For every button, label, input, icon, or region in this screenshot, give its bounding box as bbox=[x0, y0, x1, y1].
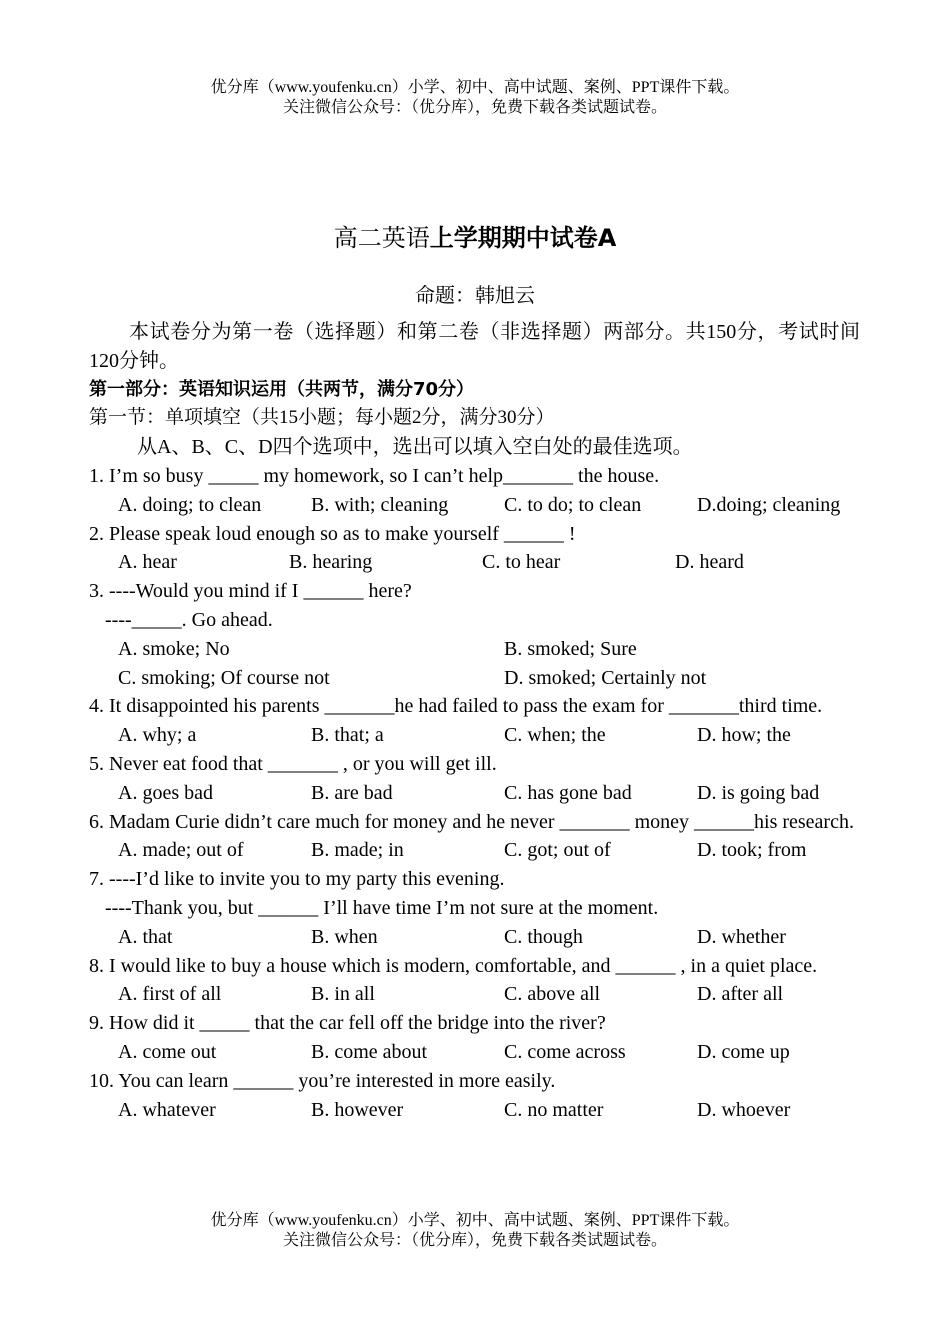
question-options bbox=[89, 1096, 860, 1125]
option-d: D. whether bbox=[697, 925, 786, 948]
option-c: C. has gone bad bbox=[504, 781, 632, 804]
option-d: D. smoked; Certainly not bbox=[504, 666, 707, 689]
header-line-1: 优分库（www.youfenku.cn）小学、初中、高中试题、案例、PPT课件下载。 bbox=[210, 79, 740, 96]
title-main: 上学期期中试卷A bbox=[429, 224, 617, 252]
question-stem: 8. I would like to buy a house which is modern, comfortable, and ______ , in a quiet place. bbox=[89, 954, 818, 977]
question-options bbox=[89, 491, 860, 520]
option-c: C. no matter bbox=[504, 1098, 604, 1121]
option-b: B. that; a bbox=[311, 724, 384, 747]
option-b: B. are bad bbox=[311, 781, 393, 804]
footer-line-1: 优分库（www.youfenku.cn）小学、初中、高中试题、案例、PPT课件下载。 bbox=[210, 1212, 740, 1229]
question-stem: 6. Madam Curie didn’t care much for money and he never _______ money ______his research. bbox=[89, 810, 854, 833]
question-stem: 4. It disappointed his parents _______he had failed to pass the exam for _______third time. bbox=[89, 695, 823, 718]
option-c: C. got; out of bbox=[504, 839, 611, 862]
option-d: D. come up bbox=[697, 1040, 790, 1063]
option-d: D. is going bad bbox=[697, 781, 820, 804]
question-options bbox=[89, 923, 860, 952]
option-a: A. hear bbox=[118, 551, 177, 574]
section1-instruction: 从A、B、C、D四个选项中，选出可以填入空白处的最佳选项。 bbox=[137, 436, 693, 459]
option-c: C. above all bbox=[504, 983, 601, 1006]
question-options bbox=[89, 836, 860, 865]
option-b: B. however bbox=[311, 1098, 404, 1121]
page-footer bbox=[0, 1211, 950, 1251]
exam-intro: 本试卷分为第一卷（选择题）和第二卷（非选择题）两部分。共150分，考试时间120分钟。 bbox=[89, 321, 860, 372]
question-stem: 10. You can learn ______ you’re interested in more easily. bbox=[89, 1069, 556, 1092]
question-stem-reply: ----Thank you, but ______ I’ll have time I’m not sure at the moment. bbox=[105, 896, 659, 919]
question-options bbox=[89, 1038, 860, 1067]
question-options bbox=[89, 548, 860, 577]
option-d: D. heard bbox=[675, 551, 744, 574]
question-options bbox=[89, 721, 860, 750]
option-d: D. took; from bbox=[697, 839, 807, 862]
option-d: D. how; the bbox=[697, 724, 791, 747]
question-stem: 1. I’m so busy _____ my homework, so I can’t help_______ the house. bbox=[89, 464, 660, 487]
question-stem: 9. How did it _____ that the car fell off the bridge into the river? bbox=[89, 1012, 606, 1035]
option-b: B. in all bbox=[311, 983, 375, 1006]
option-a: A. smoke; No bbox=[118, 637, 230, 660]
question-options bbox=[89, 664, 860, 693]
title-prefix: 高二英语 bbox=[333, 224, 430, 252]
option-a: A. come out bbox=[118, 1040, 217, 1063]
option-b: B. smoked; Sure bbox=[504, 637, 637, 660]
option-a: A. why; a bbox=[118, 724, 197, 747]
option-a: A. that bbox=[118, 925, 173, 948]
question-options bbox=[89, 635, 860, 664]
section1-heading: 第一节：单项填空（共15小题；每小题2分，满分30分） bbox=[89, 407, 555, 429]
option-a: A. first of all bbox=[118, 983, 222, 1006]
option-c: C. when; the bbox=[504, 724, 606, 747]
header-line-2: 关注微信公众号：（优分库），免费下载各类试题试卷。 bbox=[282, 99, 667, 116]
option-c: C. come across bbox=[504, 1040, 626, 1063]
option-d: D. after all bbox=[697, 983, 784, 1006]
question-stem: 7. ----I’d like to invite you to my party this evening. bbox=[89, 868, 505, 891]
option-a: A. whatever bbox=[118, 1098, 216, 1121]
exam-content bbox=[89, 318, 860, 1124]
option-b: B. made; in bbox=[311, 839, 404, 862]
option-a: A. made; out of bbox=[118, 839, 244, 862]
exam-author: 命题：韩旭云 bbox=[415, 283, 535, 307]
option-c: C. to hear bbox=[482, 551, 561, 574]
question-stem: 2. Please speak loud enough so as to make yourself ______ ! bbox=[89, 522, 576, 545]
exam-title bbox=[0, 218, 950, 253]
option-b: B. hearing bbox=[289, 551, 373, 574]
option-d: D.doing; cleaning bbox=[697, 493, 841, 516]
option-b: B. with; cleaning bbox=[311, 493, 449, 516]
option-b: B. when bbox=[311, 925, 378, 948]
option-a: A. goes bad bbox=[118, 781, 213, 804]
question-stem: 5. Never eat food that _______ , or you will get ill. bbox=[89, 752, 497, 775]
question-options bbox=[89, 779, 860, 808]
page-header bbox=[0, 78, 950, 118]
option-d: D. whoever bbox=[697, 1098, 791, 1121]
option-b: B. come about bbox=[311, 1040, 428, 1063]
option-c: C. to do; to clean bbox=[504, 493, 642, 516]
option-a: A. doing; to clean bbox=[118, 493, 262, 516]
question-stem: 3. ----Would you mind if I ______ here? bbox=[89, 580, 412, 603]
question-options bbox=[89, 980, 860, 1009]
footer-line-2: 关注微信公众号：（优分库），免费下载各类试题试卷。 bbox=[282, 1232, 667, 1249]
question-stem-reply: ----_____. Go ahead. bbox=[105, 608, 273, 631]
option-c: C. smoking; Of course not bbox=[118, 666, 330, 689]
part1-heading: 第一部分：英语知识运用（共两节，满分70分） bbox=[89, 378, 475, 400]
option-c: C. though bbox=[504, 925, 583, 948]
